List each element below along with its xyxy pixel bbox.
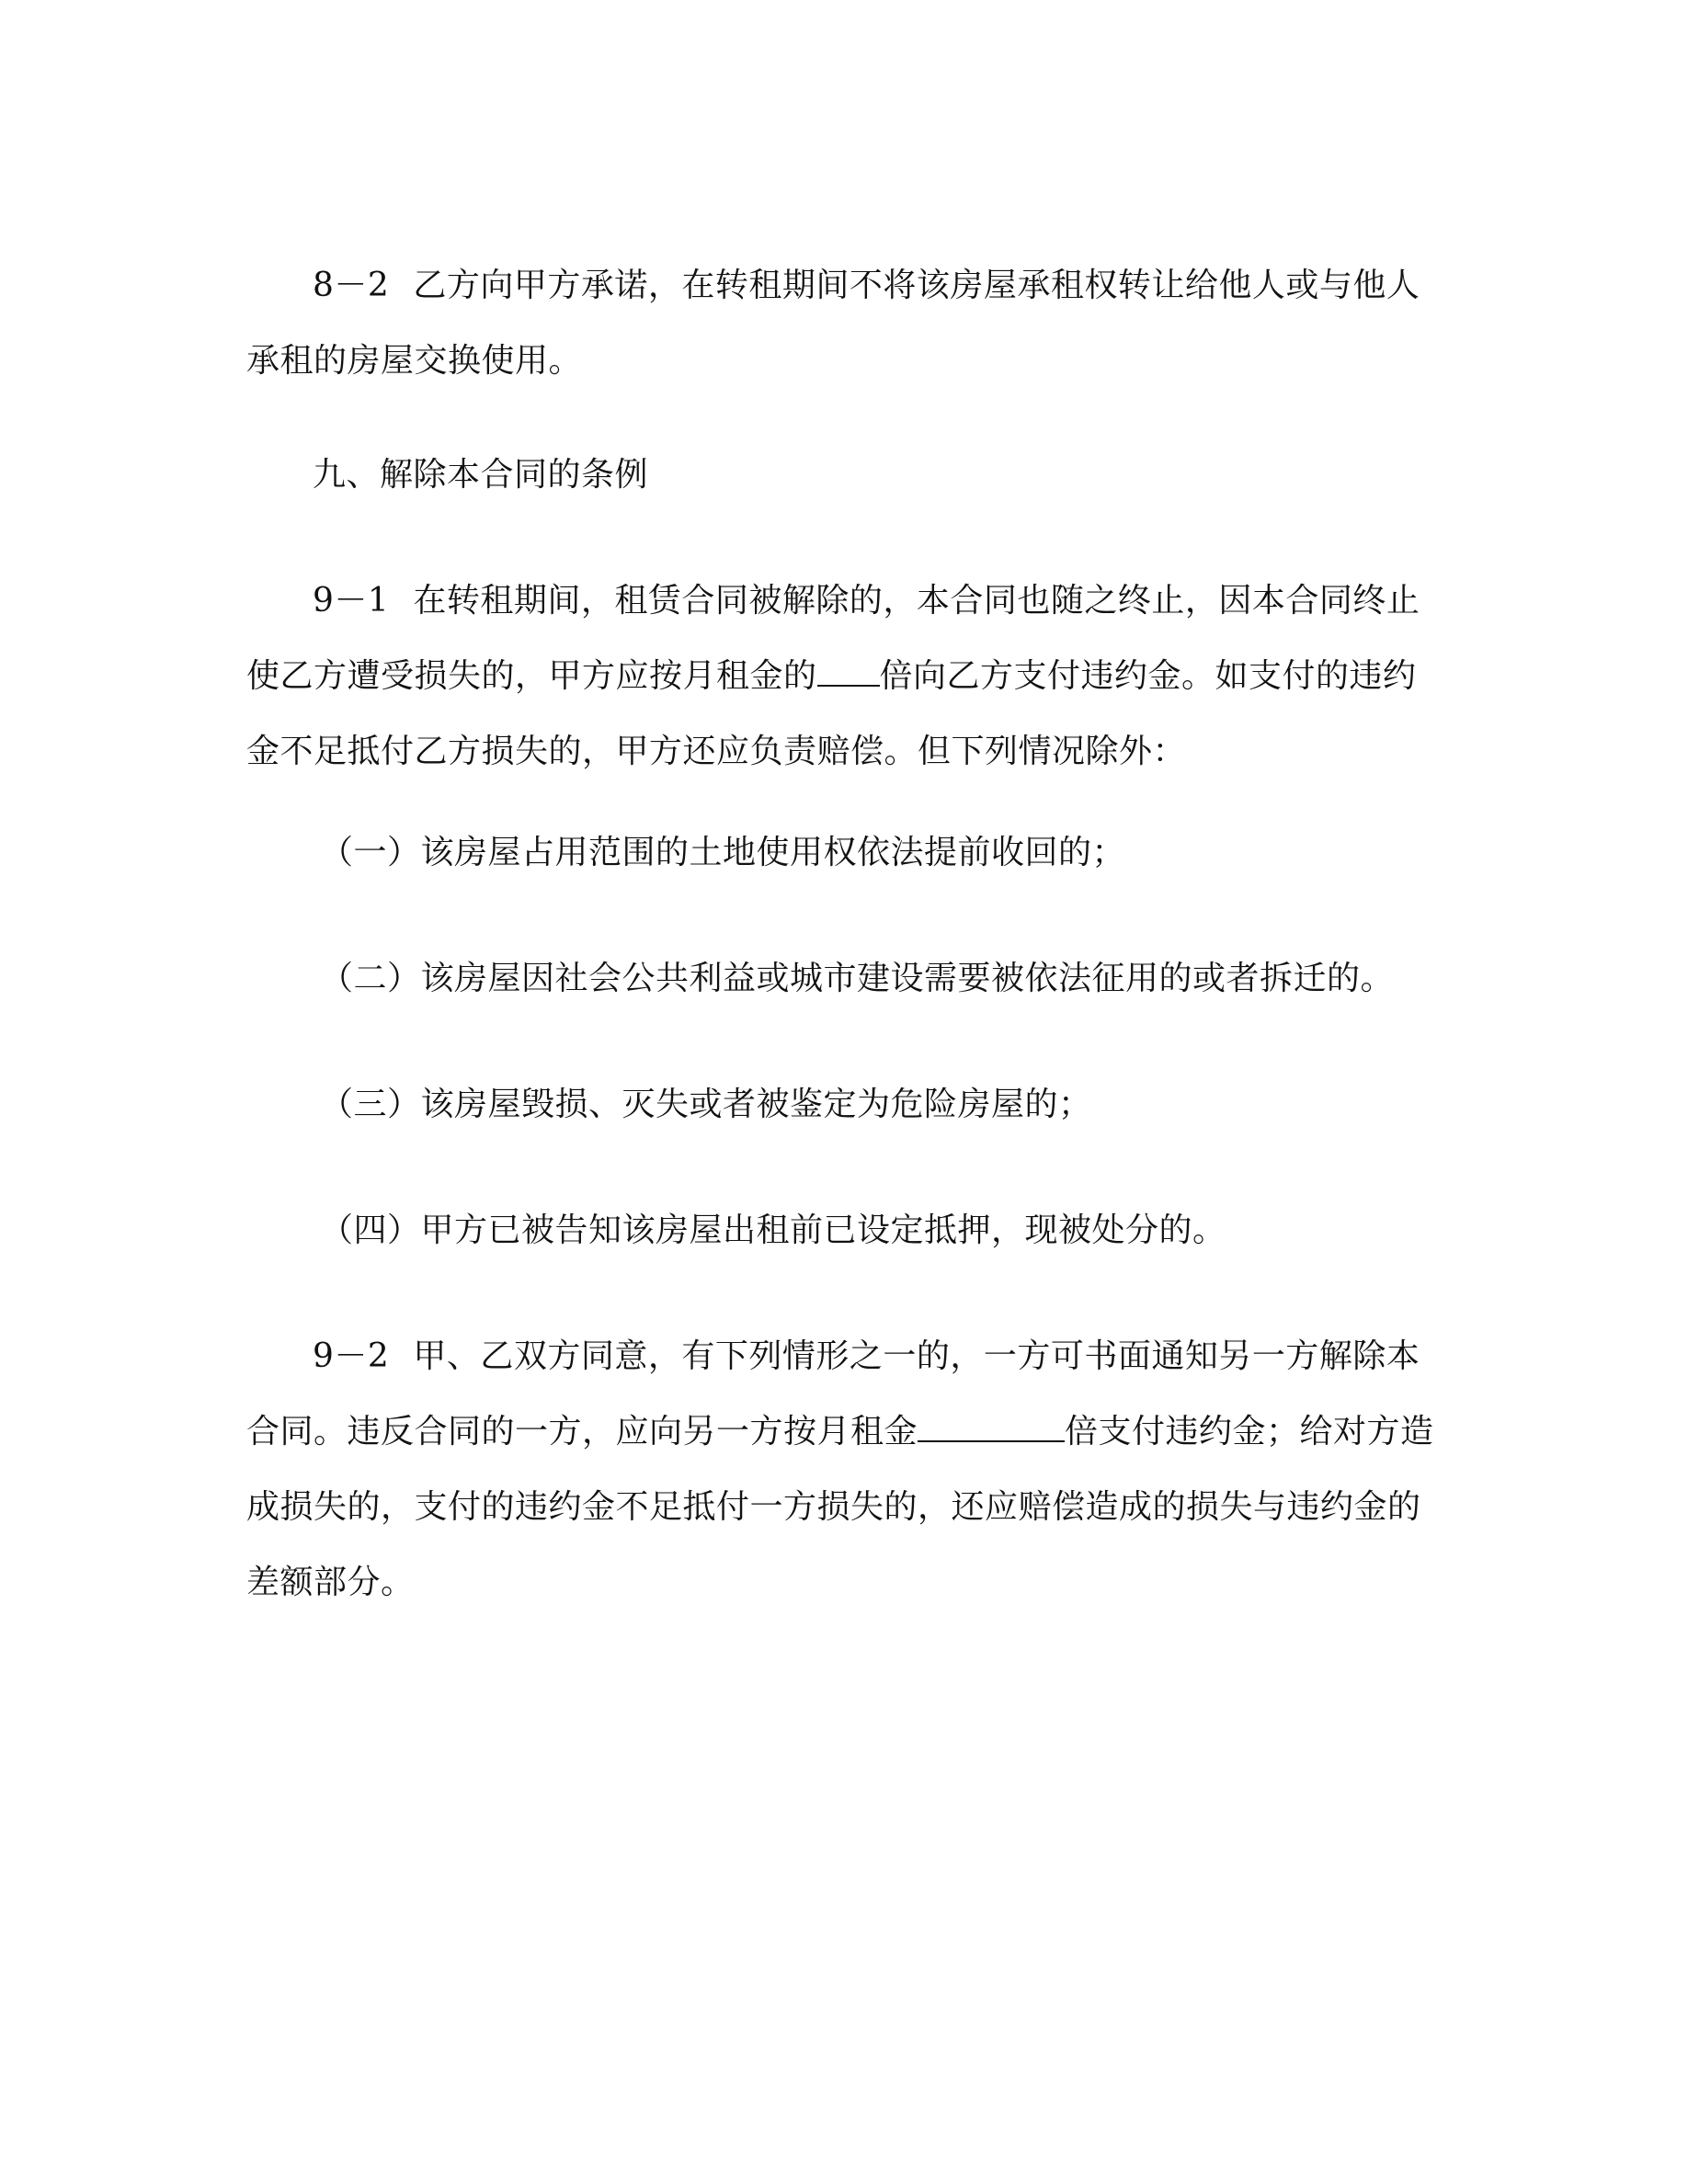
clause-text: 乙方向甲方承诺，在转租期间不将该房屋承租权转让给他人或与他人承租的房屋交换使用。 bbox=[246, 267, 1420, 380]
clause-9-1 bbox=[246, 563, 1443, 790]
exception-item-2: （二）该房屋因社会公共利益或城市建设需要被依法征用的或者拆迁的。 bbox=[320, 960, 1395, 997]
fill-in-blank bbox=[817, 657, 880, 687]
clause-8-2 bbox=[246, 248, 1443, 399]
fill-in-blank bbox=[918, 1413, 1065, 1442]
exception-item-3: （三）该房屋毁损、灭失或者被鉴定为危险房屋的； bbox=[320, 1086, 1092, 1123]
clause-9-2 bbox=[246, 1319, 1443, 1621]
exception-item-1: （一）该房屋占用范围的土地使用权依法提前收回的； bbox=[320, 834, 1126, 871]
clause-number: 9－1 bbox=[313, 582, 390, 620]
section-heading: 九、解除本合同的条例 bbox=[313, 456, 649, 494]
clause-text-part-1: 在转租期间，租赁合同被解除的，本合同也随之终止，因本合同终止使乙方遭受损失的，甲方应按月租金的 bbox=[246, 582, 1420, 695]
clause-text-part-2: 倍向乙方支付违约金。如支付的违约金不足抵付乙方损失的，甲方还应负责赔偿。但下列情况除外： bbox=[246, 657, 1417, 770]
clause-number: 9－2 bbox=[313, 1337, 390, 1375]
clause-text-part-1: 甲、乙双方同意，有下列情形之一的，一方可书面通知另一方解除本合同。违反合同的一方，应向另一方按月租金 bbox=[246, 1337, 1420, 1450]
clause-text-part-2: 倍支付违约金；给对方造成损失的，支付的违约金不足抵付一方损失的，还应赔偿造成的损失与违约金的差额部分。 bbox=[246, 1413, 1434, 1601]
clause-number: 8－2 bbox=[313, 267, 390, 304]
exception-item-4: （四）甲方已被告知该房屋出租前已设定抵押，现被处分的。 bbox=[320, 1211, 1226, 1249]
